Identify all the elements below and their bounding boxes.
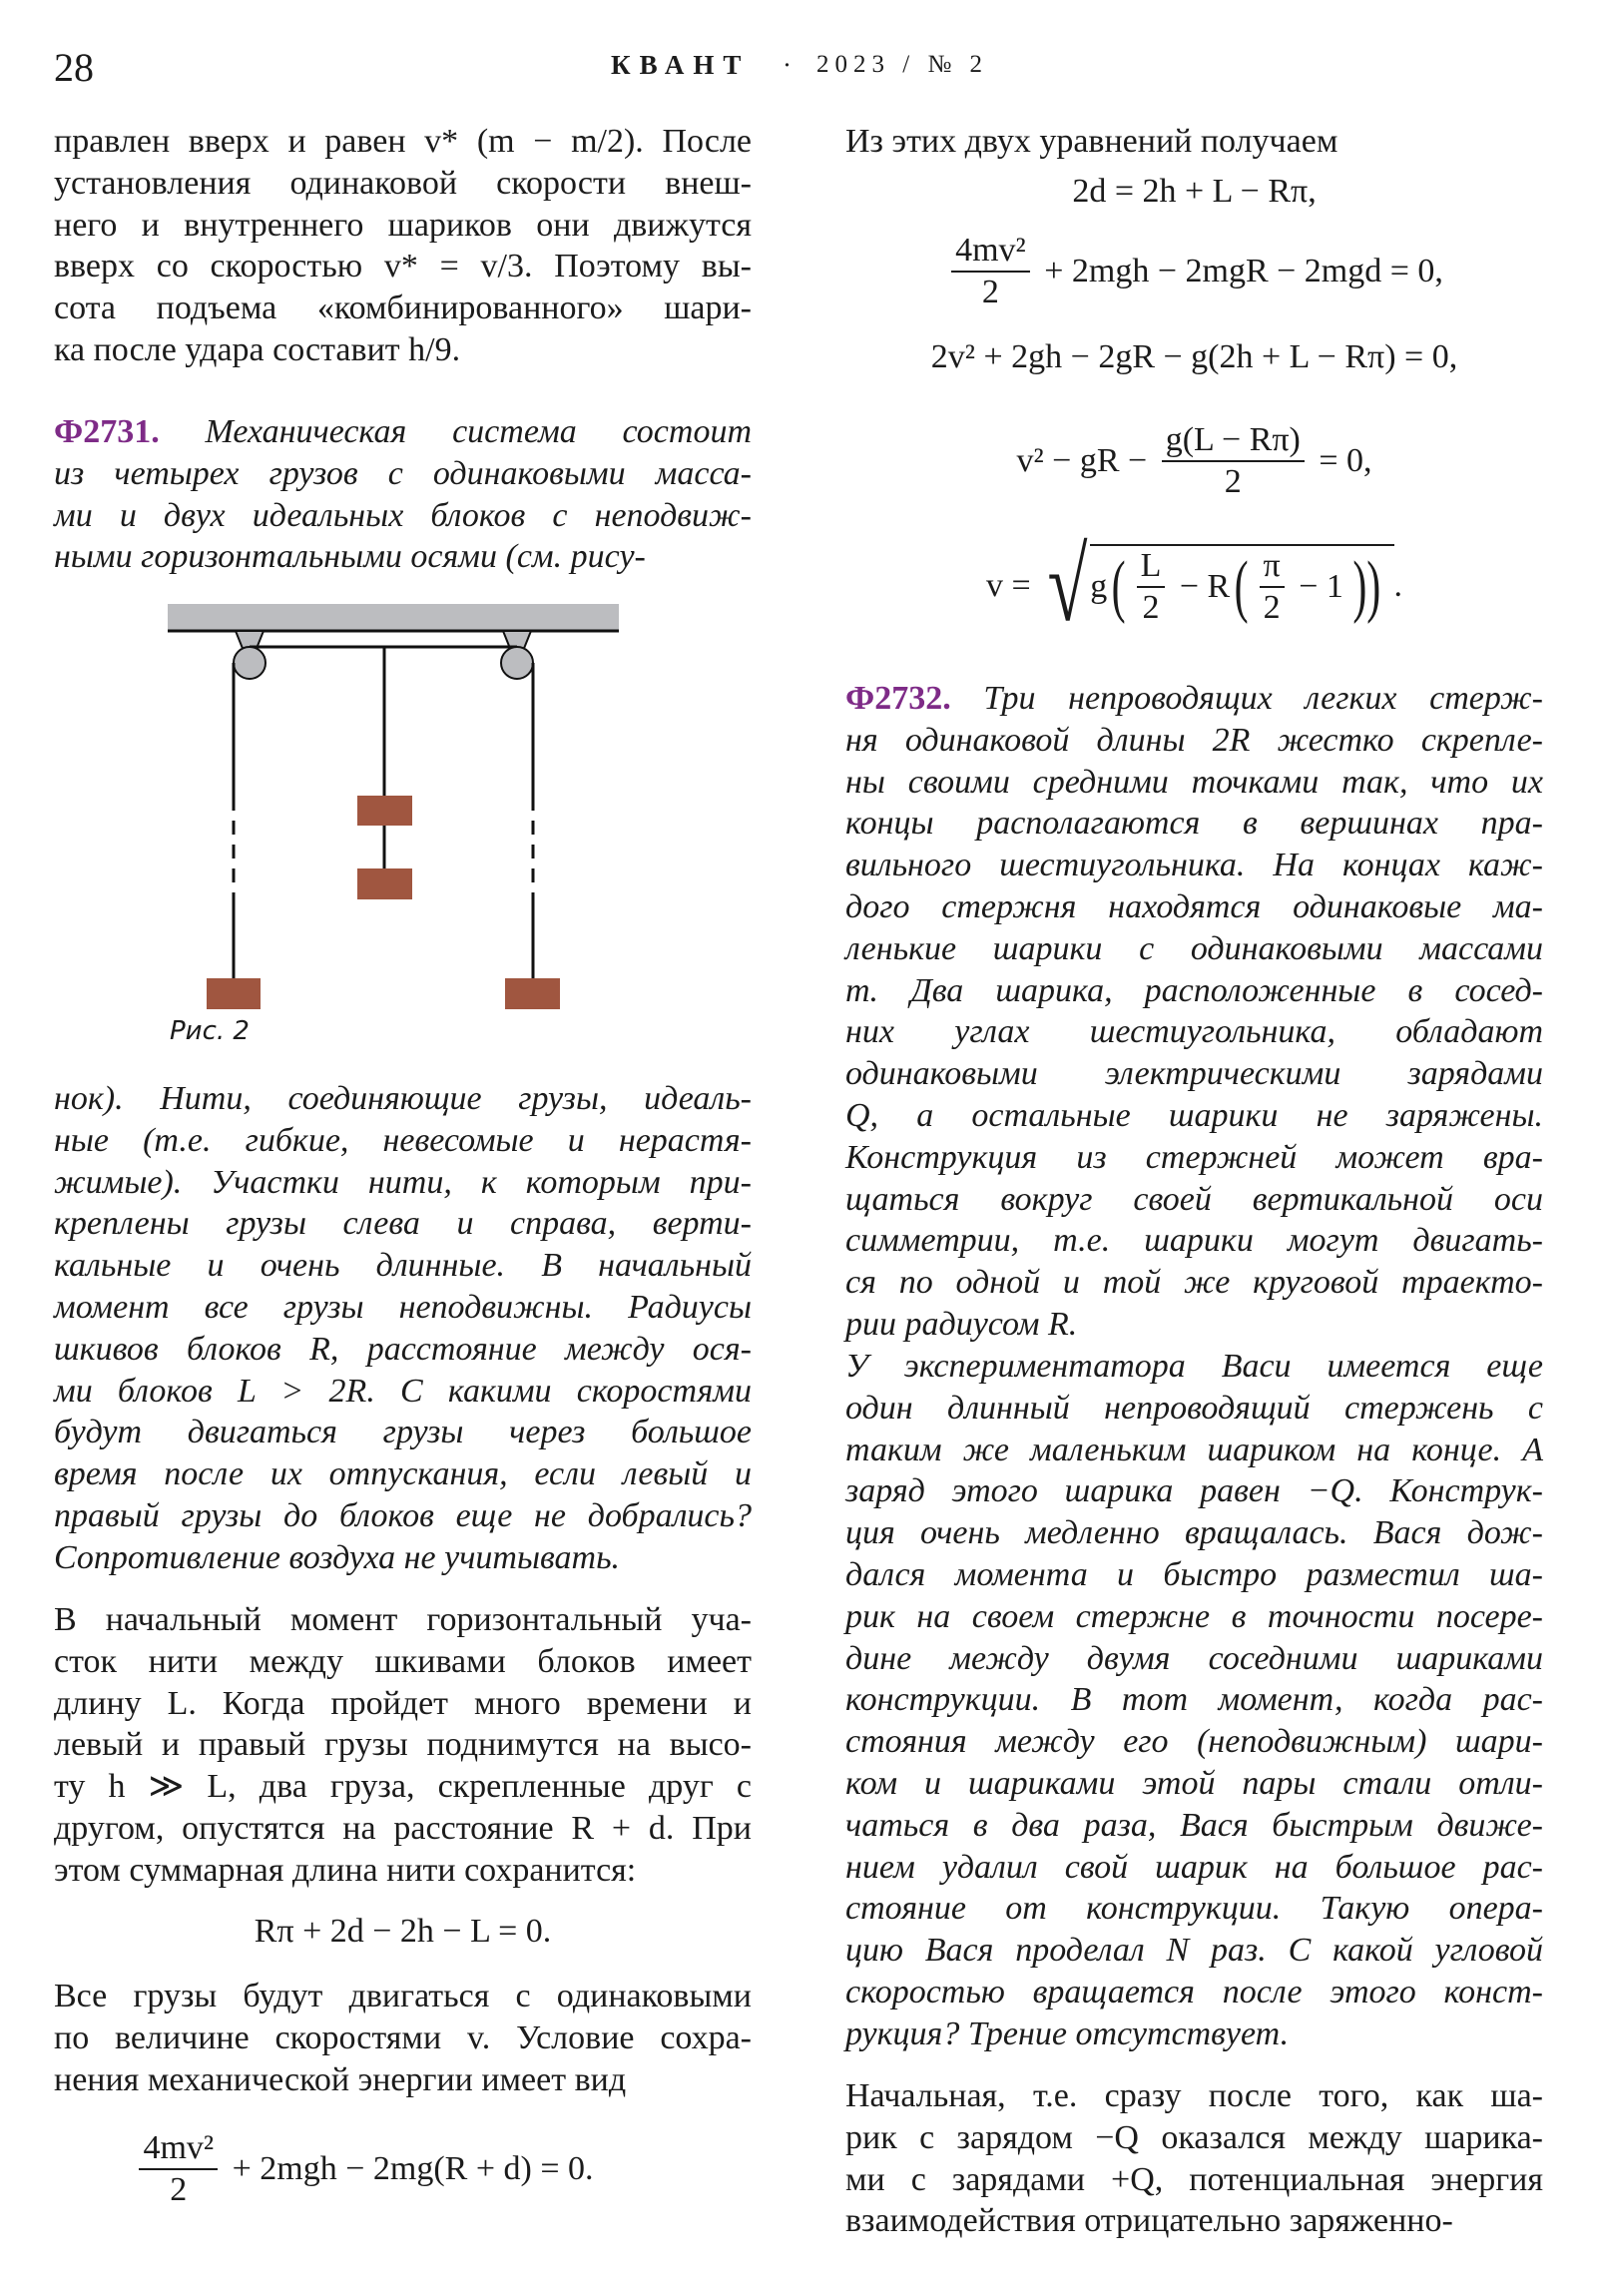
text-line: чаться в два раза, Вася быстрым движе- <box>845 1806 1543 1844</box>
problem-number: Ф2731. <box>54 413 160 450</box>
text-line: Из этих двух уравнений получаем <box>845 123 1338 160</box>
text-line <box>845 678 1543 720</box>
text-line: ция очень медленно вращалась. Вася дож- <box>845 1514 1543 1552</box>
numerator: g(L − Rπ) <box>1162 420 1305 462</box>
figure-pulley-system <box>140 589 639 1058</box>
text-line: шкивов блоков R, расстояние между ося- <box>54 1330 752 1368</box>
problem-f2731-continuation <box>54 1078 752 1579</box>
journal-title: КВАНТ <box>611 50 751 80</box>
text-line: будут двигаться грузы через большое <box>54 1414 752 1451</box>
solution-continuation <box>54 121 752 371</box>
text-line: Все грузы будут двигаться с одинаковыми <box>54 1978 752 2014</box>
text-line: по величине скоростями v. Условие сохра- <box>54 2018 752 2056</box>
factor-g: g <box>1090 568 1108 605</box>
fraction <box>139 2128 218 2210</box>
text-line: него и внутреннего шариков они движутся <box>54 206 752 244</box>
text-line: конструкции. В тот момент, когда рас- <box>845 1681 1543 1719</box>
equation-prefix: v = <box>985 567 1040 604</box>
equation-3: 2v² + 2gh − 2gR − g(2h + L − Rπ) = 0, <box>930 338 1458 375</box>
text-line: правлен вверх и равен v* (m − m/2). После <box>54 123 752 160</box>
text-line: щаться вокруг своей вертикальной оси <box>845 1180 1543 1218</box>
text-line: Начальная, т.е. сразу после того, как ша- <box>845 2077 1543 2114</box>
text-line: концы располагаются в вершинах пра- <box>845 805 1543 843</box>
equation-prefix: v² − gR − <box>1016 442 1156 479</box>
text-line: момент все грузы неподвижны. Радиусы <box>54 1288 752 1326</box>
equation-rest: = 0, <box>1310 442 1372 479</box>
text-line: вильного шестиугольника. На концах каж- <box>845 847 1543 884</box>
text-line-content: Механическая система состоит <box>159 413 752 450</box>
text-line: нок). Нити, соединяющие грузы, идеаль- <box>54 1080 752 1117</box>
left-weight <box>207 978 261 1009</box>
text-line: рик на своем стержне в точности посере- <box>845 1597 1543 1635</box>
text-line: вверх со скоростью v* = v/3. Поэтому вы- <box>54 248 752 286</box>
text-line: время после их отпускания, если левый и <box>54 1455 752 1493</box>
equation-end: . <box>1393 567 1402 604</box>
equation-2 <box>845 229 1543 314</box>
text-line: дался момента и быстро разместил ша- <box>845 1555 1543 1593</box>
denominator: 2 <box>1224 463 1242 500</box>
right-pulley <box>501 647 533 679</box>
text-line: нием удалил свой шарик на большое рас- <box>845 1848 1543 1886</box>
text-line: В начальный момент горизонтальный уча- <box>54 1601 752 1638</box>
header-separator: · <box>783 50 792 80</box>
solution-paragraph-energy <box>54 1976 752 2100</box>
text-line: ми и двух идеальных блоков с неподвиж- <box>54 496 752 534</box>
page-number: 28 <box>54 45 94 90</box>
text-line: ны своими средними точками так, что их <box>845 763 1543 801</box>
text-line-content: Три непроводящих легких стерж- <box>950 680 1543 717</box>
middle-weight-lower <box>357 868 412 899</box>
fraction <box>951 231 1030 312</box>
text-line: установления одинаковой скорости внеш- <box>54 164 752 202</box>
numerator: π <box>1260 546 1285 588</box>
text-line: ные (т.е. гибкие, невесомые и нерастя- <box>54 1121 752 1159</box>
text-line: цию Вася проделал N раз. С какой угловой <box>845 1932 1543 1970</box>
equation-rest: + 2mgh − 2mg(R + d) = 0. <box>224 2150 594 2187</box>
text-line: рик с зарядом −Q оказался между шарика- <box>845 2118 1543 2156</box>
text-line: m. Два шарика, расположенные в сосед- <box>845 971 1543 1009</box>
text-line: ными горизонтальными осями (см. рису- <box>54 538 646 576</box>
text-line: ми блоков L > 2R. С какими скоростями <box>54 1372 752 1410</box>
equation-tail: − 1 <box>1290 568 1343 605</box>
solution-paragraph <box>54 1599 752 1892</box>
text-line: сота подъема «комбинированного» шари- <box>54 289 752 327</box>
text-line: один длинный непроводящий стержень с <box>845 1389 1543 1427</box>
text-line: Q, а остальные шарики не заряжены. <box>845 1096 1543 1134</box>
equation-1: 2d = 2h + L − Rπ, <box>1072 173 1317 210</box>
text-line: ленькие шарики с одинаковыми массами <box>845 929 1543 967</box>
text-line: ми с зарядами +Q, потенциальная энергия <box>845 2160 1543 2198</box>
text-line: левый и правый грузы поднимутся на высо- <box>54 1726 752 1764</box>
middle-weight-upper <box>357 796 412 826</box>
problem-f2732-continuation <box>845 1346 1543 2055</box>
equation-4 <box>845 418 1543 504</box>
fraction-l-over-2 <box>1137 546 1166 628</box>
text-line: Сопротивление воздуха не учитывать. <box>54 1538 621 1576</box>
text-line: дого стержня находятся одинаковые ма- <box>845 887 1543 925</box>
equation-middle: − R <box>1171 568 1231 605</box>
right-weight <box>505 978 560 1009</box>
text-line: Конструкция из стержней может вра- <box>845 1138 1543 1176</box>
problem-f2731 <box>54 411 752 578</box>
problem-f2732 <box>845 678 1543 1346</box>
paren: ( <box>1234 548 1249 625</box>
denominator: 2 <box>1142 589 1160 626</box>
text-line: ка после удара составит h/9. <box>54 330 461 368</box>
denominator: 2 <box>1263 589 1281 626</box>
text-line: взаимодействия отрицательно заряженно- <box>845 2202 1453 2240</box>
text-line: кальные и очень длинные. В начальный <box>54 1247 752 1285</box>
solution-f2732 <box>845 2075 1543 2242</box>
text-line: таким же маленьким шариком на конце. А <box>845 1431 1543 1468</box>
text-line: стояние от конструкции. Такую опера- <box>845 1890 1543 1928</box>
figure-caption: Рис. 2 <box>170 1016 250 1046</box>
equation-5-result <box>845 528 1543 643</box>
text-line: сток нити между шкивами блоков имеет <box>54 1642 752 1680</box>
text-line: нения механической энергии имеет вид <box>54 2060 627 2098</box>
text-line: одинаковыми электрическими зарядами <box>845 1055 1543 1093</box>
equation-energy <box>54 2126 673 2212</box>
text-line: дине между двумя соседними шариками <box>845 1639 1543 1677</box>
text-line: длину L. Когда пройдет много времени и <box>54 1684 752 1722</box>
square-root <box>1039 528 1393 643</box>
text-line: другом, опустятся на расстояние R + d. При <box>54 1809 752 1847</box>
paren: )) <box>1352 548 1381 625</box>
ceiling-beam <box>168 604 619 631</box>
text-line: симметрии, т.е. шарики могут двигать- <box>845 1222 1543 1260</box>
text-line: ту h ≫ L, два груза, скрепленные друг с <box>54 1768 752 1806</box>
equation-string-length: Rπ + 2d − 2h − L = 0. <box>254 1913 552 1950</box>
text-line: креплены грузы слева и справа, верти- <box>54 1205 752 1243</box>
text-line: рии радиусом R. <box>845 1305 1078 1343</box>
problem-number: Ф2732. <box>845 680 951 717</box>
denominator: 2 <box>170 2171 188 2208</box>
radical-sign-icon: √ <box>1047 528 1088 643</box>
issue-number: 2023 / № 2 <box>816 51 989 78</box>
numerator: 4mv² <box>951 231 1030 273</box>
text-line: ня одинаковой длины 2R жестко скрепле- <box>845 721 1543 759</box>
text-line: из четырех грузов с одинаковыми масса- <box>54 454 752 492</box>
fraction-pi-over-2 <box>1260 546 1285 628</box>
text-line: заряд этого шарика равен −Q. Конструк- <box>845 1472 1543 1510</box>
denominator: 2 <box>981 274 999 310</box>
text-line: них углах шестиугольника, обладают <box>845 1013 1543 1051</box>
paren: ( <box>1111 548 1126 625</box>
text-line: правый грузы до блоков еще не добрались? <box>54 1496 752 1534</box>
text-line: У экспериментатора Васи имеется еще <box>845 1348 1543 1385</box>
text-line <box>54 411 752 453</box>
text-line: ком и шариками этой пары стали отли- <box>845 1764 1543 1802</box>
text-line: стояния между его (неподвижным) шари- <box>845 1723 1543 1761</box>
left-pulley <box>234 647 266 679</box>
numerator: 4mv² <box>139 2128 218 2170</box>
numerator: L <box>1137 546 1166 588</box>
text-line: ся по одной и той же круговой траекто- <box>845 1264 1543 1302</box>
text-line: рукция? Трение отсутствует. <box>845 2014 1290 2052</box>
text-line: скоростью вращается после этого конст- <box>845 1973 1543 2010</box>
text-line: жимые). Участки нити, к которым при- <box>54 1163 752 1201</box>
fraction <box>1162 420 1305 502</box>
text-line: этом суммарная длина нити сохранится: <box>54 1851 637 1889</box>
equation-rest: + 2mgh − 2mgR − 2mgd = 0, <box>1035 253 1443 289</box>
derivation-intro <box>845 121 1543 163</box>
